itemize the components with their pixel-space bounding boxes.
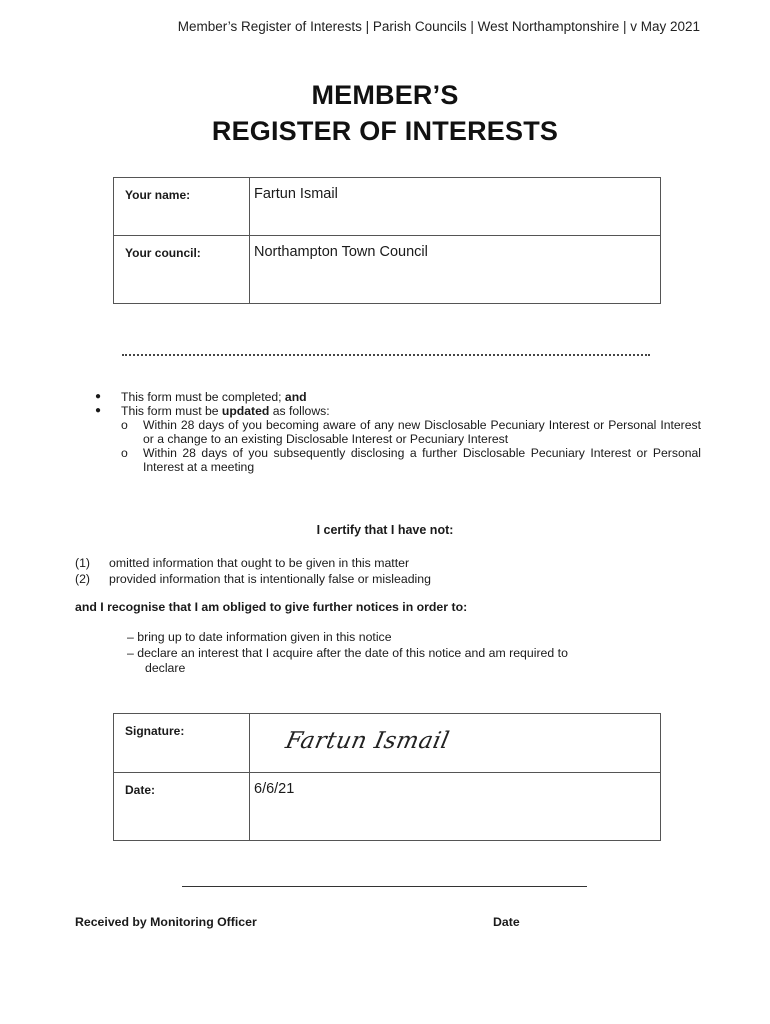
monitoring-officer-signature-line xyxy=(182,886,587,887)
title-line-1: MEMBER’S xyxy=(311,80,459,110)
name-row xyxy=(114,178,661,236)
signature-table xyxy=(113,713,661,841)
sub-bullet-mark: o xyxy=(121,446,128,460)
item-text: provided information that is intentionally false or misleading xyxy=(109,572,431,586)
instruction-bullet-2 xyxy=(95,404,701,418)
item-text: omitted information that ought to be given in this matter xyxy=(109,556,410,570)
bullet-1-bold: and xyxy=(284,390,307,404)
certify-item-1 xyxy=(75,555,431,571)
signature-row xyxy=(114,714,661,773)
bullet-2-suffix: as follows: xyxy=(269,404,330,418)
name-label: Your name: xyxy=(114,178,250,236)
dotted-separator xyxy=(122,354,650,356)
instruction-bullet-1 xyxy=(95,390,701,404)
certify-heading: I certify that I have not: xyxy=(316,523,454,537)
bullet-mark: ● xyxy=(95,405,102,416)
obligation-1: – bring up to date information given in this notice xyxy=(127,630,392,644)
sub-bullet-mark: o xyxy=(121,418,128,432)
bullet-mark: ● xyxy=(95,391,102,402)
certify-item-2 xyxy=(75,571,431,587)
received-by-label: Received by Monitoring Officer xyxy=(75,915,257,929)
sub-instruction-2 xyxy=(121,446,701,474)
sub-instruction-1 xyxy=(121,418,701,446)
title-line-2: REGISTER OF INTERESTS xyxy=(211,116,559,146)
item-number: (2) xyxy=(75,572,91,586)
obligations-list xyxy=(127,630,627,677)
council-label: Your council: xyxy=(114,236,250,304)
council-field[interactable]: Northampton Town Council xyxy=(250,236,661,304)
certify-list xyxy=(75,555,431,587)
bullet-2-text: This form must be xyxy=(121,404,222,418)
signature-label: Signature: xyxy=(114,714,250,773)
received-date-label: Date xyxy=(493,915,520,929)
bullet-1-text: This form must be completed; xyxy=(121,390,285,404)
running-header: Member’s Register of Interests | Parish Councils | West Northamptonshire | v May 2021 xyxy=(177,19,700,34)
council-row xyxy=(114,236,661,304)
sub-instruction-1-text: Within 28 days of you becoming aware of any new Disclosable Pecuniary Interest or Personal Interest or a change to an existing Disclosable Interest or Pecuniary Interest xyxy=(143,418,701,446)
sub-instruction-2-text: Within 28 days of you subsequently disclosing a further Disclosable Pecuniary Interest or Personal Interest at a meeting xyxy=(143,446,701,474)
date-field[interactable]: 6/6/21 xyxy=(250,773,661,841)
instructions-list xyxy=(95,390,701,474)
obligation-2-continued: declare xyxy=(145,661,186,675)
date-label: Date: xyxy=(114,773,250,841)
details-table xyxy=(113,177,661,304)
signature-field[interactable] xyxy=(250,714,661,773)
obligation-2: – declare an interest that I acquire after the date of this notice and am required to xyxy=(127,645,568,660)
recognise-statement: and I recognise that I am obliged to give further notices in order to: xyxy=(75,600,468,614)
bullet-2-bold: updated xyxy=(221,404,270,418)
item-number: (1) xyxy=(75,556,91,570)
handwritten-signature: Fartun Ismail xyxy=(283,728,452,754)
date-row xyxy=(114,773,661,841)
name-field[interactable]: Fartun Ismail xyxy=(250,178,661,236)
